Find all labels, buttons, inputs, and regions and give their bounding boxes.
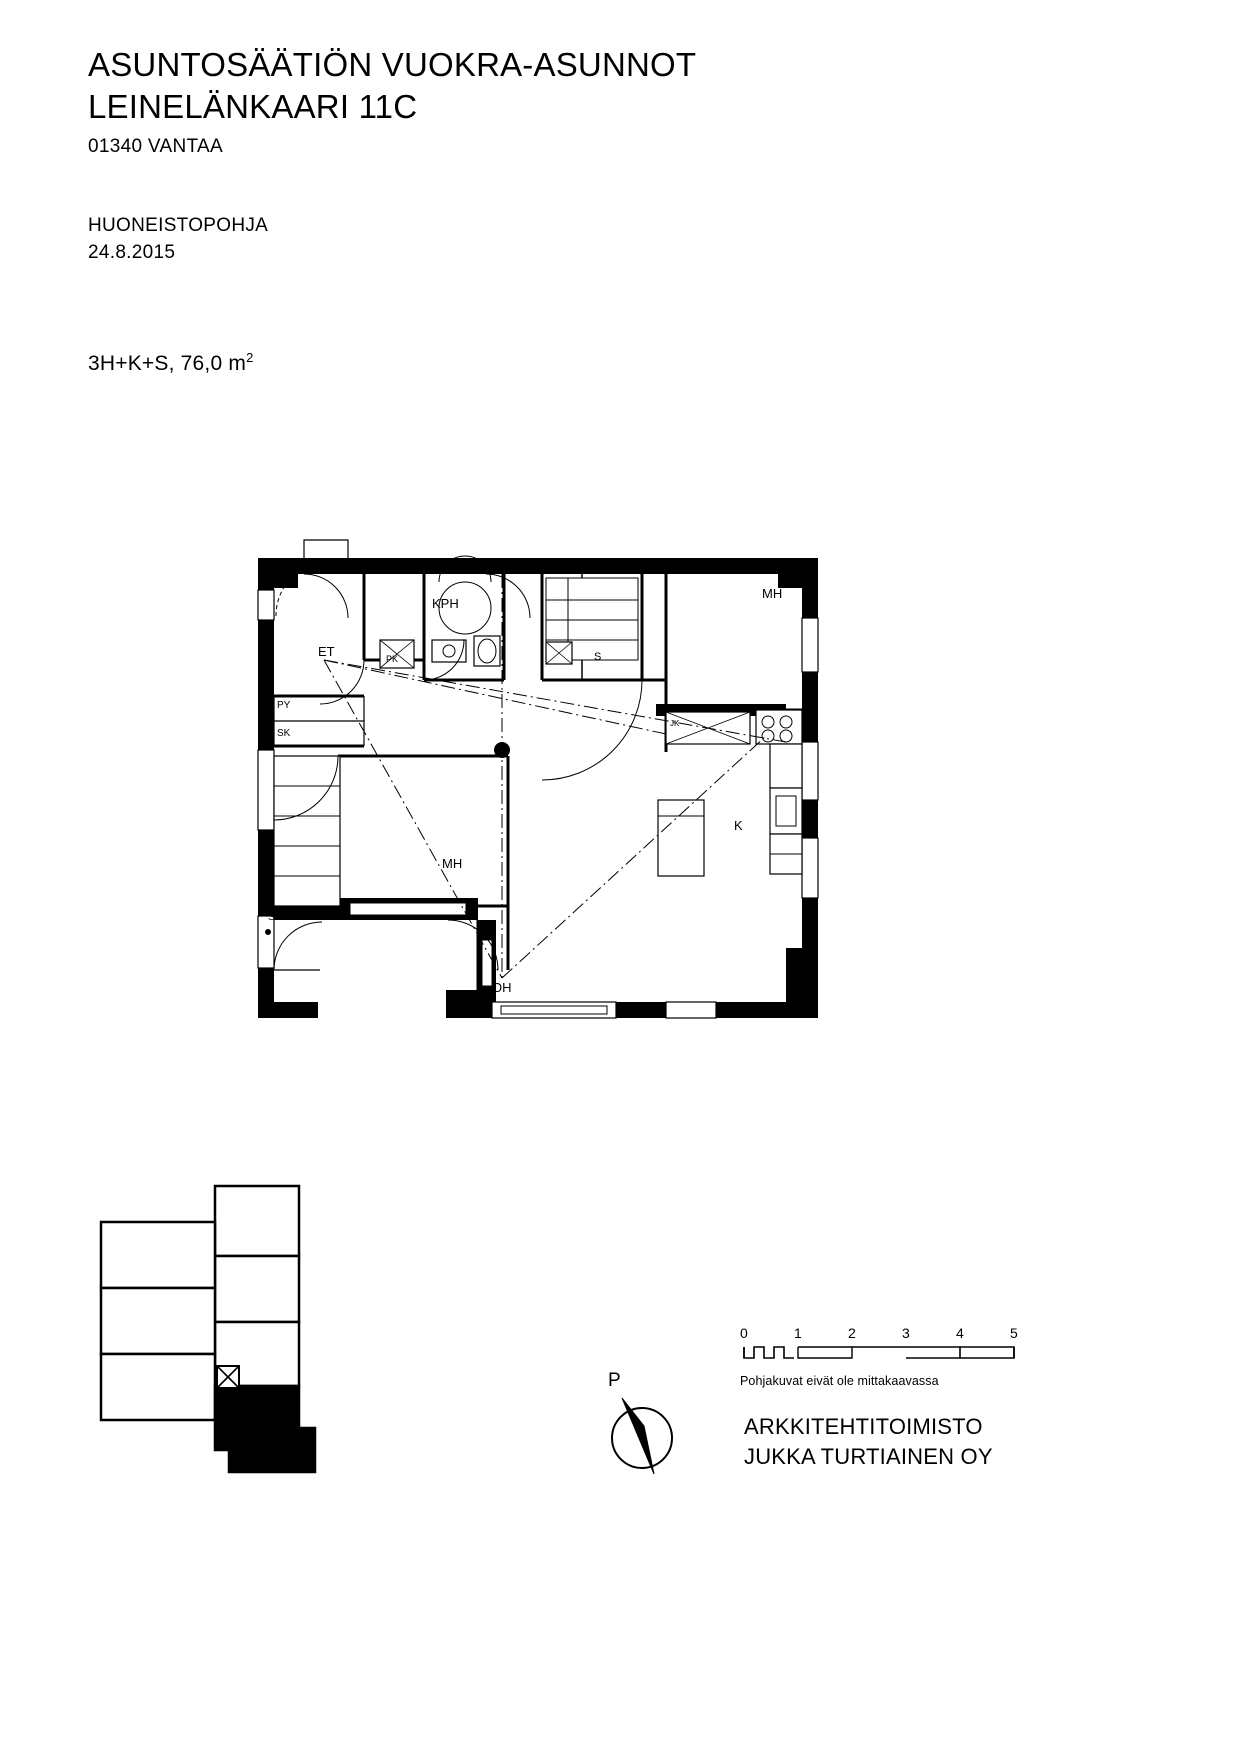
scale-bar <box>740 1325 1030 1388</box>
room-label-mh-left: MH <box>442 856 463 871</box>
document-meta <box>88 212 268 278</box>
scale-bar-graphic <box>740 1343 1025 1363</box>
office-line-2: JUKKA TURTIAINEN OY <box>744 1444 993 1469</box>
room-label-s: S <box>594 651 602 663</box>
compass-north-label: P <box>608 1370 621 1391</box>
floor-plan <box>246 500 846 1060</box>
postal-city: 01340 VANTAA <box>88 136 223 157</box>
apartment-area-label: 3H+K+S, 76,0 m <box>88 352 247 375</box>
room-label-py: PY <box>277 700 291 711</box>
scale-tick-labels <box>740 1325 1030 1343</box>
room-label-kph: KPH <box>432 596 459 611</box>
scale-tick-4: 4 <box>956 1325 964 1341</box>
faint-artifact-line <box>88 266 268 278</box>
room-label-jk: JK <box>670 719 680 728</box>
unit-marker-icon <box>217 1366 239 1388</box>
room-label-et: ET <box>318 644 335 659</box>
office-line-1: ARKKITEHTITOIMISTO <box>744 1414 983 1439</box>
room-label-pk: PK <box>386 654 399 664</box>
document-header <box>88 44 696 162</box>
scale-tick-3: 3 <box>902 1325 910 1341</box>
compass-rose <box>600 1370 690 1480</box>
room-label-k: K <box>734 818 743 833</box>
scale-tick-5: 5 <box>1010 1325 1018 1341</box>
room-label-oh: OH <box>492 980 512 995</box>
page-subtitle-address: LEINELÄNKAARI 11C <box>88 88 418 125</box>
room-label-sk: SK <box>277 728 291 739</box>
scale-tick-2: 2 <box>848 1325 856 1341</box>
site-key-plan <box>95 1180 325 1480</box>
document-date: 24.8.2015 <box>88 242 176 263</box>
architect-office <box>744 1412 993 1472</box>
scale-note: Pohjakuvat eivät ole mittakaavassa <box>740 1374 939 1388</box>
page-title: ASUNTOSÄÄTIÖN VUOKRA-ASUNNOT <box>88 46 697 83</box>
scale-tick-1: 1 <box>794 1325 802 1341</box>
room-label-st: ST <box>268 912 281 923</box>
area-unit-exponent: 2 <box>246 350 254 365</box>
scale-tick-0: 0 <box>740 1325 748 1341</box>
document-type: HUONEISTOPOHJA <box>88 215 269 236</box>
room-label-mh-top: MH <box>762 586 783 601</box>
apartment-area <box>88 350 254 376</box>
